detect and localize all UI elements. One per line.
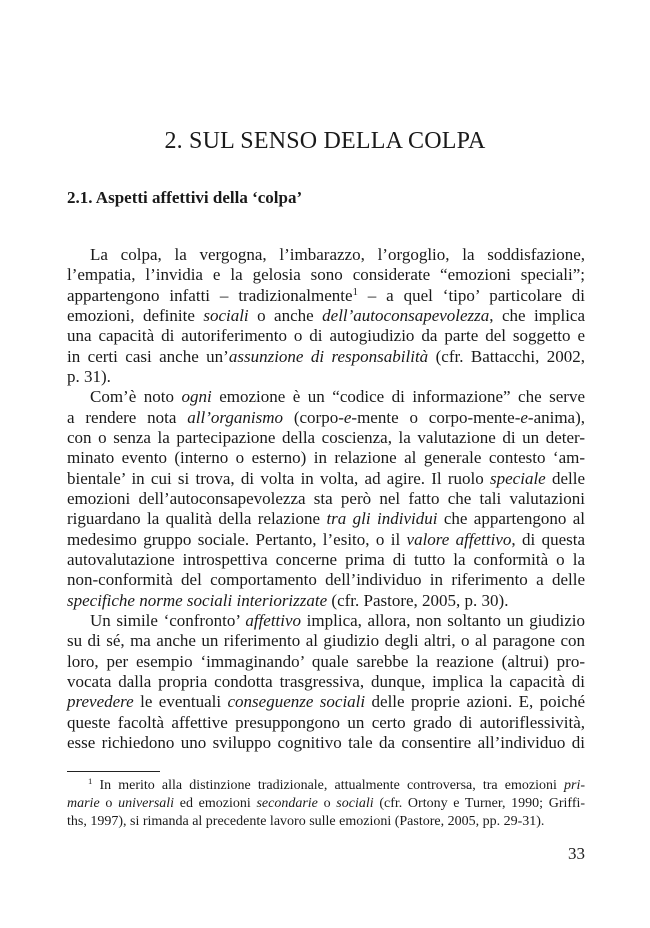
text-line [67, 795, 585, 813]
text-line [67, 469, 585, 489]
italic-text: assunzione di responsabilità [228, 346, 429, 366]
text-run: , che implica [489, 305, 586, 325]
italic-text: universali [118, 796, 175, 811]
text-run: con o senza la partecipazione della coscienza, la valutazione di un deter- [67, 427, 585, 447]
text-line [67, 813, 585, 831]
text-run: autovalutazione introspettiva concerne prima di tutto la conformità o la [67, 549, 585, 569]
italic-text: dell’autoconsapevolezza [322, 305, 490, 325]
italic-text: sociali [203, 305, 249, 325]
text-run: appartengono infatti – tradizionalmente [67, 285, 353, 305]
text-line [67, 387, 585, 407]
italic-text: conseguenze sociali [227, 692, 366, 712]
text-run: Com’è noto [90, 387, 182, 407]
text-run: -anima), [527, 407, 586, 427]
italic-text: prevedere [67, 692, 134, 712]
text-line [67, 509, 585, 529]
italic-text: all’organismo [187, 407, 283, 427]
text-run: su di sé, ma anche un riferimento al giudizio degli altri, o al paragone con [67, 631, 585, 651]
text-run: ths, 1997), si rimanda al precedente lavoro sulle emozioni (Pastore, 2005, pp. 29-31). [67, 814, 545, 829]
text-run: delle proprie azioni. E, poiché [365, 692, 586, 712]
text-run: queste facoltà affettive presuppongono un certo grado di autoriflessività, [67, 712, 585, 732]
text-run: riguardano la qualità della relazione [67, 509, 327, 529]
page-number: 33 [568, 844, 585, 863]
text-line [67, 286, 585, 306]
text-line [67, 306, 585, 326]
italic-text: affettivo [245, 610, 302, 630]
text-line [67, 713, 585, 733]
text-run: che appartengono al [437, 509, 585, 529]
text-line [67, 672, 585, 692]
text-line [67, 652, 585, 672]
italic-text: sociali [336, 796, 374, 811]
text-run: In merito alla distinzione tradizionale, attualmente controversa, tra emozioni [92, 778, 564, 793]
body-text [67, 245, 585, 753]
italic-text: e [520, 407, 528, 427]
text-run: emozioni, definite [67, 305, 204, 325]
text-run: le eventuali [133, 692, 228, 712]
text-run: o anche [248, 305, 323, 325]
text-run: (corpo- [283, 407, 344, 427]
text-run: una capacità di autoriferimento o di autogiudizio da parte del soggetto e [67, 326, 585, 346]
footnote-marker: 1 [352, 286, 358, 298]
text-line [67, 733, 585, 753]
section-heading: 2.1. Aspetti affettivi della ‘colpa’ [67, 188, 303, 207]
text-line [67, 489, 585, 509]
text-line [67, 550, 585, 570]
text-run: esse richiedono uno sviluppo cognitivo tale da consentire all’individuo di [67, 732, 585, 752]
text-run: (cfr. Pastore, 2005, p. 30). [327, 590, 509, 610]
text-run: (cfr. Ortony e Turner, 1990; Griffi- [373, 796, 586, 811]
text-run: ed emozioni [174, 796, 257, 811]
italic-text: valore affettivo [406, 529, 512, 549]
text-line [67, 408, 585, 428]
text-run: implica, allora, non soltanto un giudizio [301, 610, 585, 630]
text-run: l’empatia, l’invidia e la gelosia sono considerate “emozioni speciali”; [67, 265, 585, 285]
text-run: o [317, 796, 337, 811]
text-run: medesimo gruppo sociale. Pertanto, l’esito, o il [67, 529, 407, 549]
text-run: a rendere nota [67, 407, 188, 427]
text-run: emozioni dell’autoconsapevolezza sta però nel fatto che tali valutazioni [67, 488, 585, 508]
text-run: non-conformità del comportamento dell’individuo in riferimento a delle [67, 570, 585, 590]
text-run: p. 31). [67, 366, 111, 386]
italic-text: ogni [181, 387, 212, 407]
chapter-title: 2. SUL SENSO DELLA COLPA [164, 128, 486, 154]
text-line [67, 428, 585, 448]
text-run: minato evento (interno o esterno) in relazione al generale contesto ‘am- [67, 448, 585, 468]
text-run: Un simile ‘confronto’ [90, 610, 246, 630]
footnote [67, 777, 585, 831]
text-run: loro, per esempio ‘immaginando’ quale sarebbe la reazione (altrui) pro- [67, 651, 585, 671]
text-run: emozione è un “codice di informazione” che serve [211, 387, 585, 407]
text-line [67, 347, 585, 367]
text-line [67, 367, 585, 387]
text-run: La colpa, la vergogna, l’imbarazzo, l’orgoglio, la soddisfazione, [90, 245, 585, 264]
text-line [67, 570, 585, 590]
text-line [67, 692, 585, 712]
italic-text: specifiche norme sociali interiorizzate [67, 590, 328, 610]
text-run: vocata dalla propria condotta trasgressiva, dunque, implica la capacità di [67, 671, 585, 691]
text-run: (cfr. Battacchi, 2002, [428, 346, 585, 366]
italic-text: e [343, 407, 352, 427]
text-line [67, 631, 585, 651]
text-line [67, 245, 585, 265]
text-line [67, 530, 585, 550]
text-run: – a quel ‘tipo’ particolare di [357, 285, 585, 305]
italic-text: marie [67, 796, 100, 811]
text-run: -mente o corpo-mente- [351, 407, 521, 427]
text-line [67, 326, 585, 346]
italic-text: speciale [490, 468, 546, 488]
text-line [67, 611, 585, 631]
italic-text: pri- [564, 778, 585, 793]
text-line [67, 591, 585, 611]
italic-text: secondarie [256, 796, 318, 811]
text-run: , di questa [511, 529, 585, 549]
text-run: in certi casi anche un’ [67, 346, 229, 366]
text-run: delle [545, 468, 585, 488]
text-line [67, 265, 585, 285]
italic-text: tra gli individui [326, 509, 438, 529]
text-line [67, 448, 585, 468]
text-run: o [99, 796, 119, 811]
footnote-marker: 1 [88, 776, 93, 787]
text-run: bientale’ in cui si trova, di volta in volta, ad agire. Il ruolo [67, 468, 491, 488]
text-line [67, 777, 585, 795]
footnote-separator [67, 771, 160, 772]
